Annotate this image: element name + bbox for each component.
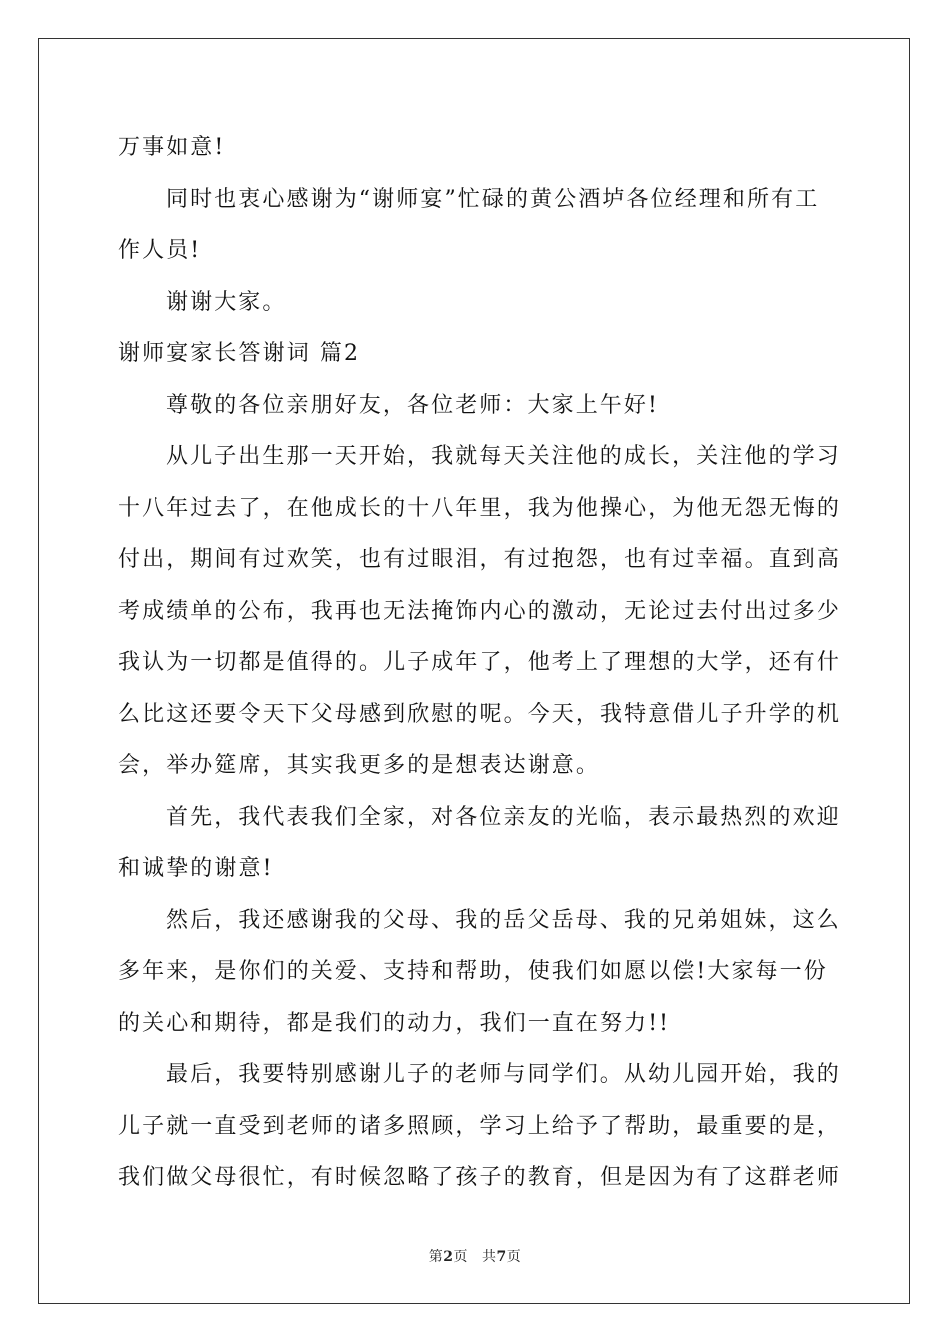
page-footer — [0, 1246, 950, 1266]
text-line: 么比这还要令天下父母感到欣慰的呢。今天，我特意借儿子升学的机 — [118, 701, 842, 727]
text-line: 尊敬的各位亲朋好友，各位老师：大家上午好! — [166, 392, 659, 418]
text-line: 作人员! — [118, 238, 202, 263]
text-line: 和诚挚的谢意! — [118, 856, 274, 881]
text-line: 然后，我还感谢我的父母、我的岳父岳母、我的兄弟姐妹，这么 — [166, 907, 841, 933]
page-number: 第2页 — [428, 1249, 468, 1265]
text-line: 会，举办筵席，其实我更多的是想表达谢意。 — [118, 753, 601, 778]
text-line: 从儿子出生那一天开始，我就每天关注他的成长，关注他的学习 — [166, 444, 841, 469]
text-line: 付出，期间有过欢笑，也有过眼泪，有过抱怨，也有过幸福。直到高 — [118, 547, 842, 572]
text-line: 我认为一切都是值得的。儿子成年了，他考上了理想的大学，还有什 — [118, 650, 842, 675]
text-line: 十八年过去了，在他成长的十八年里，我为他操心，为他无怨无悔的 — [118, 495, 842, 521]
document-body — [118, 122, 842, 1204]
text-line: 多年来，是你们的关爱、支持和帮助，使我们如愿以偿!大家每一份 — [118, 959, 828, 984]
text-line: 谢谢大家。 — [166, 289, 287, 315]
text-line: 儿子就一直受到老师的诸多照顾，学习上给予了帮助，最重要的是， — [118, 1113, 842, 1139]
text-line: 首先，我代表我们全家，对各位亲友的光临，表示最热烈的欢迎 — [166, 804, 841, 830]
section-heading: 谢师宴家长答谢词 篇2 — [118, 341, 361, 366]
text-line: 最后，我要特别感谢儿子的老师与同学们。从幼儿园开始，我的 — [166, 1062, 841, 1087]
text-line: 考成绩单的公布，我再也无法掩饰内心的激动，无论过去付出过多少 — [118, 598, 842, 624]
page-total: 共7页 — [482, 1249, 522, 1265]
text-line: 我们做父母很忙，有时候忽略了孩子的教育，但是因为有了这群老师 — [118, 1165, 842, 1190]
text-line: 万事如意! — [118, 135, 226, 160]
text-line: 同时也衷心感谢为“谢师宴”忙碌的黄公酒垆各位经理和所有工 — [166, 186, 820, 212]
text-line: 的关心和期待，都是我们的动力，我们一直在努力!! — [118, 1010, 671, 1036]
